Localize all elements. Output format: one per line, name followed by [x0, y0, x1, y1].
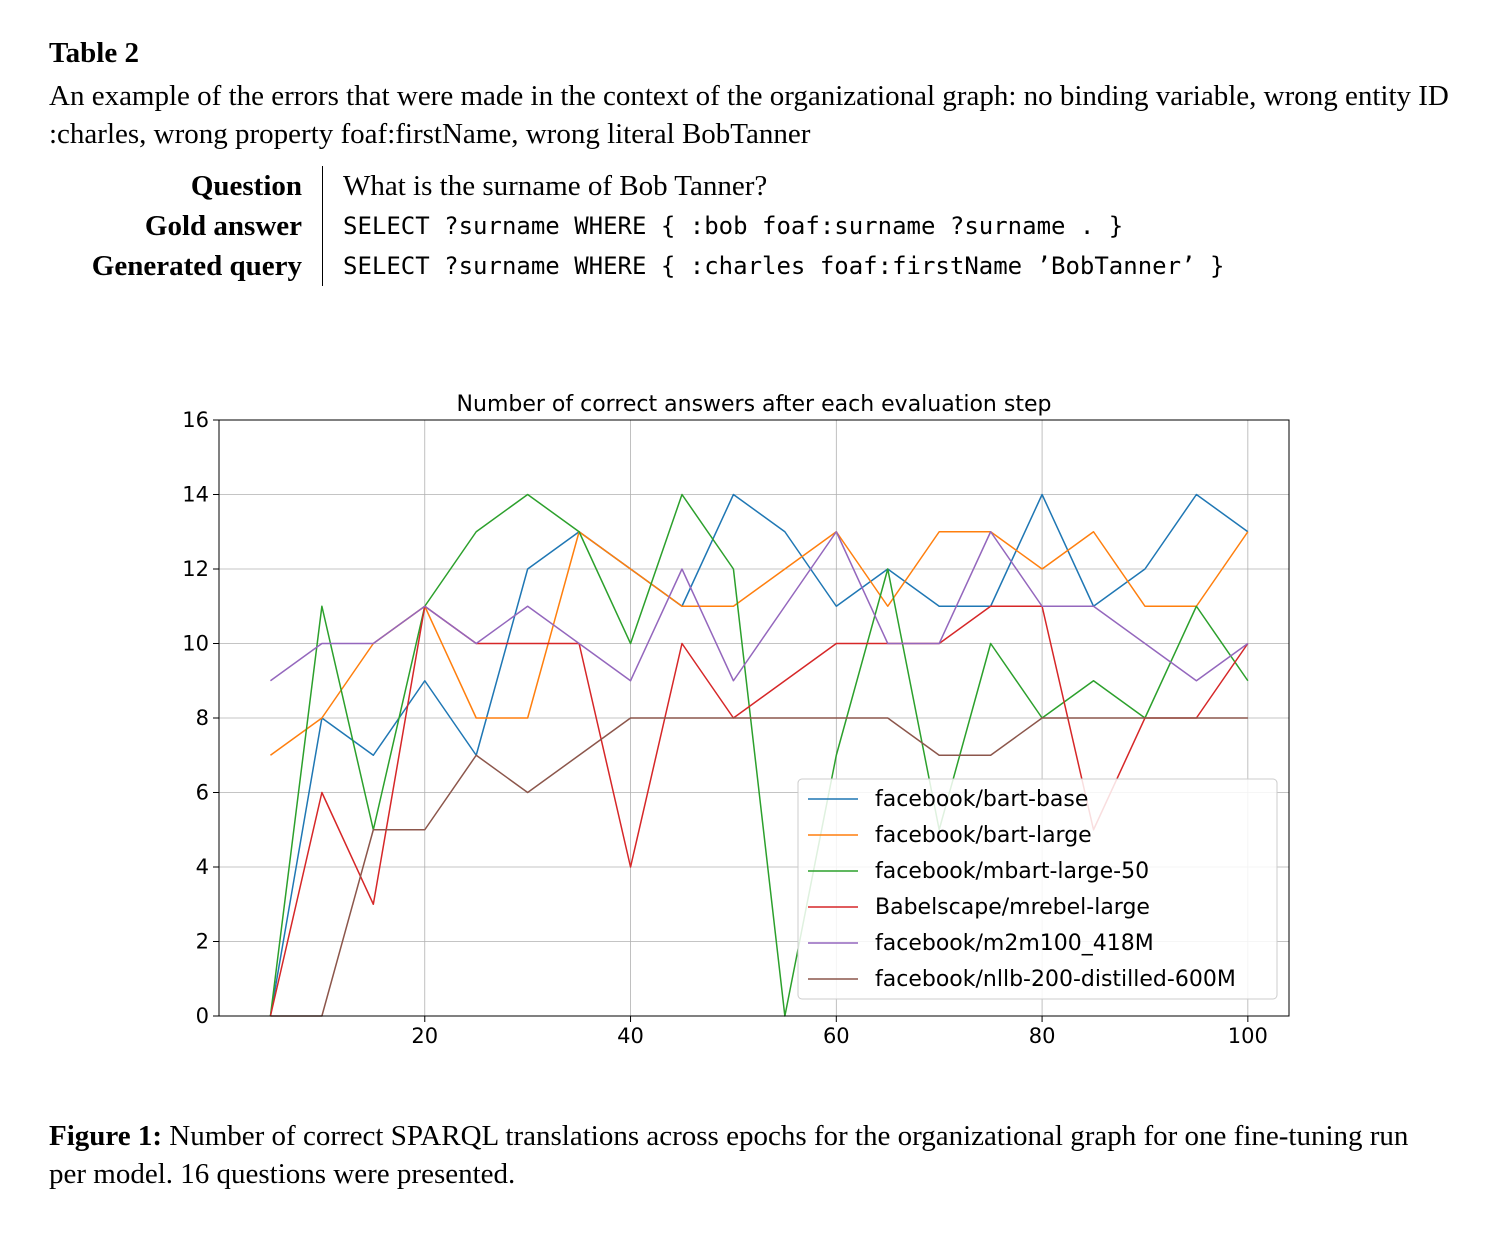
- x-tick-label: 80: [1028, 1024, 1056, 1048]
- line-chart: [0, 380, 1486, 1070]
- figure-caption-label: Figure 1:: [49, 1120, 163, 1152]
- row-label-question: Question: [52, 166, 323, 206]
- y-tick-label: 8: [195, 706, 209, 730]
- x-tick-label: 40: [617, 1024, 644, 1048]
- legend-label: facebook/mbart-large-50: [875, 859, 1150, 884]
- table-row: [52, 166, 1224, 206]
- y-tick-label: 0: [195, 1004, 209, 1028]
- y-tick-label: 16: [182, 408, 209, 432]
- legend-label: facebook/bart-large: [875, 823, 1092, 848]
- y-tick-label: 14: [182, 482, 209, 507]
- x-tick-label: 20: [411, 1024, 439, 1048]
- chart-title: Number of correct answers after each evaluation step: [456, 392, 1052, 417]
- generated-query: SELECT ?surname WHERE { :charles foaf:firstName ’BobTanner’ }: [343, 252, 1225, 280]
- legend-label: facebook/bart-base: [875, 787, 1089, 812]
- table-row: [52, 246, 1224, 286]
- y-tick-label: 2: [195, 929, 209, 954]
- figure-caption: [49, 1117, 1449, 1193]
- row-label-gold-answer: Gold answer: [52, 206, 323, 246]
- y-tick-label: 6: [195, 780, 209, 805]
- x-tick-label: 100: [1227, 1024, 1268, 1048]
- series-line-4: [270, 532, 1247, 681]
- question-text: What is the surname of Bob Tanner?: [343, 169, 768, 202]
- x-tick-label: 60: [822, 1024, 850, 1048]
- table-title: Table 2: [49, 37, 139, 69]
- legend-label: facebook/m2m100_418M: [875, 931, 1154, 956]
- example-table: [52, 166, 1224, 286]
- y-tick-label: 12: [182, 557, 209, 581]
- legend-label: facebook/nllb-200-distilled-600M: [875, 967, 1236, 992]
- y-tick-label: 10: [182, 631, 209, 656]
- chart-legend: [798, 779, 1277, 999]
- row-label-generated-query: Generated query: [52, 246, 323, 286]
- figure-caption-text: Number of correct SPARQL translations across epochs for the organizational graph for one fine-tuning run per model. 16 questions were presented.: [49, 1120, 1409, 1190]
- y-tick-label: 4: [195, 855, 209, 879]
- gold-answer-query: SELECT ?surname WHERE { :bob foaf:surname ?surname . }: [343, 212, 1124, 240]
- legend-label: Babelscape/mrebel-large: [875, 895, 1150, 920]
- table-caption: An example of the errors that were made in the context of the organizational graph: no binding variable, wrong entity ID :charles, wrong property foaf:firstName, wrong literal BobTanner: [49, 80, 1449, 150]
- table-row: [52, 206, 1224, 246]
